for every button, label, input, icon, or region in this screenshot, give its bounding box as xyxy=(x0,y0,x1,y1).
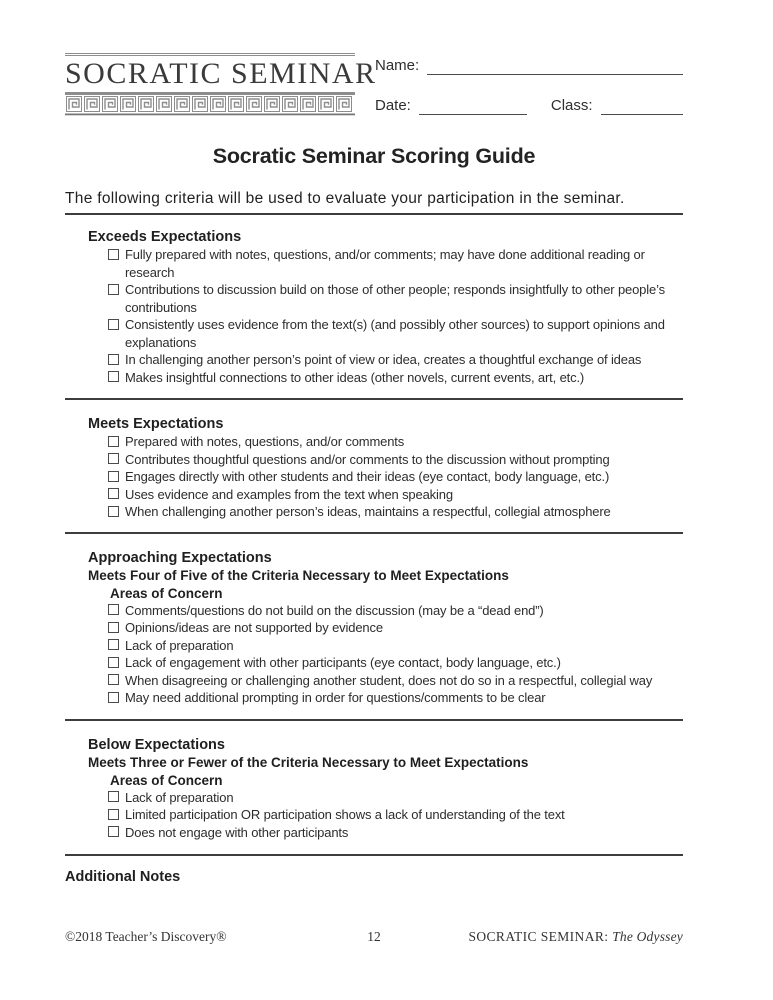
criterion-text: Engages directly with other students and their ideas (eye contact, body language, etc.) xyxy=(125,469,610,484)
student-fields xyxy=(375,53,683,115)
section-subheading: Meets Four of Five of the Criteria Necessary to Meet Expectations xyxy=(88,567,509,583)
criterion-text: Does not engage with other participants xyxy=(125,824,349,840)
criterion-item xyxy=(108,503,683,521)
section-subheading: Meets Three or Fewer of the Criteria Necessary to Meet Expectations xyxy=(88,754,529,770)
checkbox[interactable] xyxy=(108,604,119,615)
areas-of-concern-label: Areas of Concern xyxy=(110,585,223,601)
criterion-item xyxy=(108,824,683,842)
criterion-item xyxy=(108,654,683,672)
criterion-item xyxy=(108,602,683,620)
criterion-text: Contributes thoughtful questions and/or comments to the discussion without prompting xyxy=(125,451,610,467)
checkbox[interactable] xyxy=(108,674,119,685)
page-footer xyxy=(65,929,683,945)
criterion-text: Comments/questions do not build on the discussion (may be a “dead end”) xyxy=(125,602,544,618)
footer-book-name: The Odyssey xyxy=(612,929,683,944)
section-heading-meets: Meets Expectations xyxy=(88,416,224,432)
section-heading-approaching: Approaching Expectations xyxy=(88,549,272,566)
date-input-line[interactable] xyxy=(419,97,527,115)
criterion-text: Opinions/ideas are not supported by evidence xyxy=(125,620,383,635)
checkbox[interactable] xyxy=(108,354,119,365)
checkbox[interactable] xyxy=(108,371,119,382)
criterion-item xyxy=(108,619,683,637)
criterion-text: Makes insightful connections to other ideas (other novels, current events, art, etc.) xyxy=(125,369,585,385)
criterion-text: Fully prepared with notes, questions, and/or comments; may have done additional reading or research xyxy=(125,247,645,280)
checkbox[interactable] xyxy=(108,639,119,650)
page-header xyxy=(65,53,683,121)
checkbox[interactable] xyxy=(108,791,119,802)
checkbox[interactable] xyxy=(108,319,119,330)
criterion-item xyxy=(108,246,683,281)
logo-title: SOCRATIC SEMINAR xyxy=(65,57,377,90)
criterion-item xyxy=(108,672,683,690)
criterion-text: Lack of preparation xyxy=(125,789,234,805)
footer-series-label: SOCRATIC SEMINAR: xyxy=(468,929,613,944)
checkbox[interactable] xyxy=(108,471,119,482)
intro-rule xyxy=(65,213,683,215)
checkbox[interactable] xyxy=(108,249,119,260)
criterion-text: Lack of preparation xyxy=(125,637,234,653)
section-divider xyxy=(65,719,683,721)
checkbox[interactable] xyxy=(108,622,119,633)
criterion-text: Prepared with notes, questions, and/or comments xyxy=(125,434,405,449)
checkbox[interactable] xyxy=(108,453,119,464)
checkbox[interactable] xyxy=(108,436,119,447)
criterion-text: Contributions to discussion build on those of other people; responds insightfully to other people’s contributions xyxy=(125,282,665,315)
page-number: 12 xyxy=(367,929,381,944)
class-label: Class: xyxy=(550,97,593,114)
below-items xyxy=(108,789,683,842)
criterion-item xyxy=(108,806,683,824)
section-heading-below: Below Expectations xyxy=(88,736,225,753)
section-heading-exceeds: Exceeds Expectations xyxy=(88,229,242,245)
checkbox[interactable] xyxy=(108,826,119,837)
checkbox[interactable] xyxy=(108,809,119,820)
areas-of-concern-label: Areas of Concern xyxy=(110,772,223,788)
section-divider xyxy=(65,854,683,856)
criterion-item xyxy=(108,486,683,504)
intro-text: The following criteria will be used to evaluate your participation in the seminar. xyxy=(65,190,625,207)
greek-key-pattern-icon xyxy=(65,92,355,116)
section-divider xyxy=(65,398,683,400)
checkbox[interactable] xyxy=(108,657,119,668)
criterion-text: Uses evidence and examples from the text when speaking xyxy=(125,486,453,502)
checkbox[interactable] xyxy=(108,506,119,517)
name-input-line[interactable] xyxy=(427,57,683,75)
section-divider xyxy=(65,532,683,534)
criterion-text: Lack of engagement with other participants (eye contact, body language, etc.) xyxy=(125,655,561,670)
additional-notes-area[interactable] xyxy=(65,886,683,926)
approaching-items xyxy=(108,602,683,707)
date-label: Date: xyxy=(375,97,411,114)
criterion-item xyxy=(108,433,683,451)
copyright-text: ©2018 Teacher’s Discovery® xyxy=(65,929,227,944)
criterion-item xyxy=(108,281,683,316)
criterion-text: In challenging another person’s point of view or idea, creates a thoughtful exchange of ideas xyxy=(125,352,642,367)
criterion-item xyxy=(108,789,683,807)
checkbox[interactable] xyxy=(108,692,119,703)
criterion-item xyxy=(108,316,683,351)
exceeds-items xyxy=(108,246,683,386)
class-input-line[interactable] xyxy=(601,97,683,115)
meets-items xyxy=(108,433,683,521)
criterion-item xyxy=(108,637,683,655)
criterion-item xyxy=(108,451,683,469)
additional-notes-heading: Additional Notes xyxy=(65,869,181,885)
checkbox[interactable] xyxy=(108,488,119,499)
name-label: Name: xyxy=(375,57,420,74)
criterion-text: When disagreeing or challenging another student, does not do so in a respectful, collegial way xyxy=(125,672,653,688)
criterion-item xyxy=(108,351,683,369)
checkbox[interactable] xyxy=(108,284,119,295)
criterion-text: Consistently uses evidence from the text(s) (and possibly other sources) to support opinions and explanations xyxy=(125,317,665,350)
criterion-item xyxy=(108,369,683,387)
criterion-text: May need additional prompting in order for questions/comments to be clear xyxy=(125,690,546,705)
socratic-seminar-logo xyxy=(65,53,377,121)
page-title: Socratic Seminar Scoring Guide xyxy=(212,144,536,168)
criterion-text: Limited participation OR participation shows a lack of understanding of the text xyxy=(125,807,565,822)
criterion-text: When challenging another person’s ideas, maintains a respectful, collegial atmosphere xyxy=(125,504,611,519)
criterion-item xyxy=(108,468,683,486)
criterion-item xyxy=(108,689,683,707)
footer-book-title xyxy=(468,929,683,945)
